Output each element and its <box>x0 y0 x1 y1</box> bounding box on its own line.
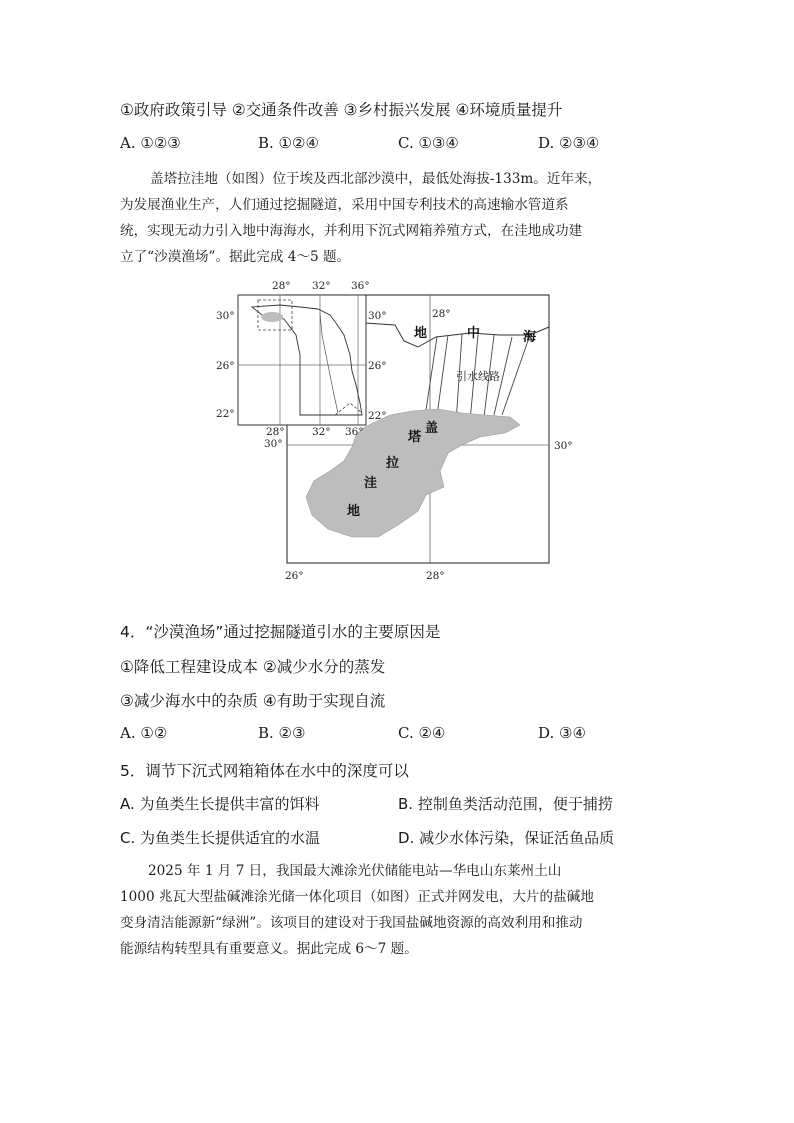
q4-stem: 4．“沙漠渔场”通过挖掘隧道引水的主要原因是 <box>120 623 441 641</box>
q5-option-a: A. 为鱼类生长提供丰富的饵料 <box>120 795 320 813</box>
inset-tick-left: 26° <box>216 360 235 372</box>
q4-option-a: A. ①② <box>120 724 168 742</box>
q5-option-d: D. 减少水体污染，保证活鱼品质 <box>398 829 615 847</box>
q3-choices: ①政府政策引导 ②交通条件改善 ③乡村振兴发展 ④环境质量提升 <box>120 101 563 119</box>
main-tick-bottom: 28° <box>426 570 445 582</box>
inset-map <box>238 295 366 425</box>
mediterranean-coastline <box>365 323 549 347</box>
main-tick-bottom: 26° <box>285 570 304 582</box>
depression-label: 塔 <box>408 430 422 445</box>
passage-line: 盖塔拉洼地（如图）位于埃及西北部沙漠中，最低处海拔-133m。近年来， <box>150 171 602 187</box>
main-tick-top: 28° <box>432 308 451 320</box>
inset-tick-left: 22° <box>216 408 235 420</box>
inset-tick-top: 32° <box>312 280 331 292</box>
q4-option-c: C. ②④ <box>398 724 446 742</box>
inset-tick-top: 28° <box>272 280 291 292</box>
q5-option-b: B. 控制鱼类活动范围，便于捕捞 <box>398 795 613 813</box>
q3-option-d: D. ②③④ <box>538 134 600 152</box>
sea-label: 地 <box>414 326 428 341</box>
main-tick-left: 30° <box>264 438 283 450</box>
sea-label: 海 <box>523 330 537 345</box>
q5-stem: 5．调节下沉式网箱箱体在水中的深度可以 <box>120 762 409 780</box>
q4-choices-1: ①降低工程建设成本 ②减少水分的蒸发 <box>120 658 386 676</box>
depression-label: 拉 <box>386 456 400 471</box>
qattara-depression <box>306 409 520 537</box>
passage-line: 2025 年 1 月 7 日，我国最大滩涂光伏储能电站—华电山东莱州土山 <box>148 863 562 879</box>
passage-line: 1000 兆瓦大型盐碱滩涂光储一体化项目（如图）正式并网发电，大片的盐碱地 <box>120 889 594 905</box>
q3-option-b: B. ①②④ <box>258 134 319 152</box>
depression-label: 地 <box>347 504 361 519</box>
passage-solar <box>120 858 680 962</box>
q3-option-c: C. ①③④ <box>398 134 459 152</box>
q4-option-d: D. ③④ <box>538 724 586 742</box>
inset-tick-right: 26° <box>368 360 387 372</box>
q4-choices-2: ③减少海水中的杂质 ④有助于实现自流 <box>120 692 386 710</box>
inset-tick-right: 22° <box>368 410 387 422</box>
depression-label: 洼 <box>364 476 378 491</box>
inset-tick-left: 30° <box>216 310 235 322</box>
q3-option-a: A. ①②③ <box>120 134 181 152</box>
inset-tick-bottom: 28° <box>266 426 285 438</box>
inset-tick-bottom: 32° <box>312 426 331 438</box>
passage-line: 立了“沙漠渔场”。据此完成 4～5 题。 <box>120 249 351 265</box>
qattara-map <box>0 275 794 595</box>
q4-option-b: B. ②③ <box>258 724 306 742</box>
depression-label: 盖 <box>425 421 439 436</box>
passage-line: 为发展渔业生产，人们通过挖掘隧道，采用中国专利技术的高速输水管道系 <box>120 197 569 213</box>
q5-option-c: C. 为鱼类生长提供适宜的水温 <box>120 829 321 847</box>
inset-tick-bottom: 36° <box>345 426 364 438</box>
passage-line: 统，实现无动力引入地中海海水，并利用下沉式网箱养殖方式，在洼地成功建 <box>120 223 583 239</box>
sea-label: 中 <box>467 326 481 341</box>
inset-tick-right: 30° <box>368 310 387 322</box>
main-tick-right: 30° <box>554 440 573 452</box>
route-label: 引水线路 <box>456 370 500 383</box>
passage-line: 能源结构转型具有重要意义。据此完成 6～7 题。 <box>120 941 418 957</box>
passage-line: 变身清洁能源新“绿洲”。该项目的建设对于我国盐碱地资源的高效利用和推动 <box>120 915 583 931</box>
inset-tick-top: 36° <box>351 280 370 292</box>
passage-qattara <box>120 166 680 270</box>
